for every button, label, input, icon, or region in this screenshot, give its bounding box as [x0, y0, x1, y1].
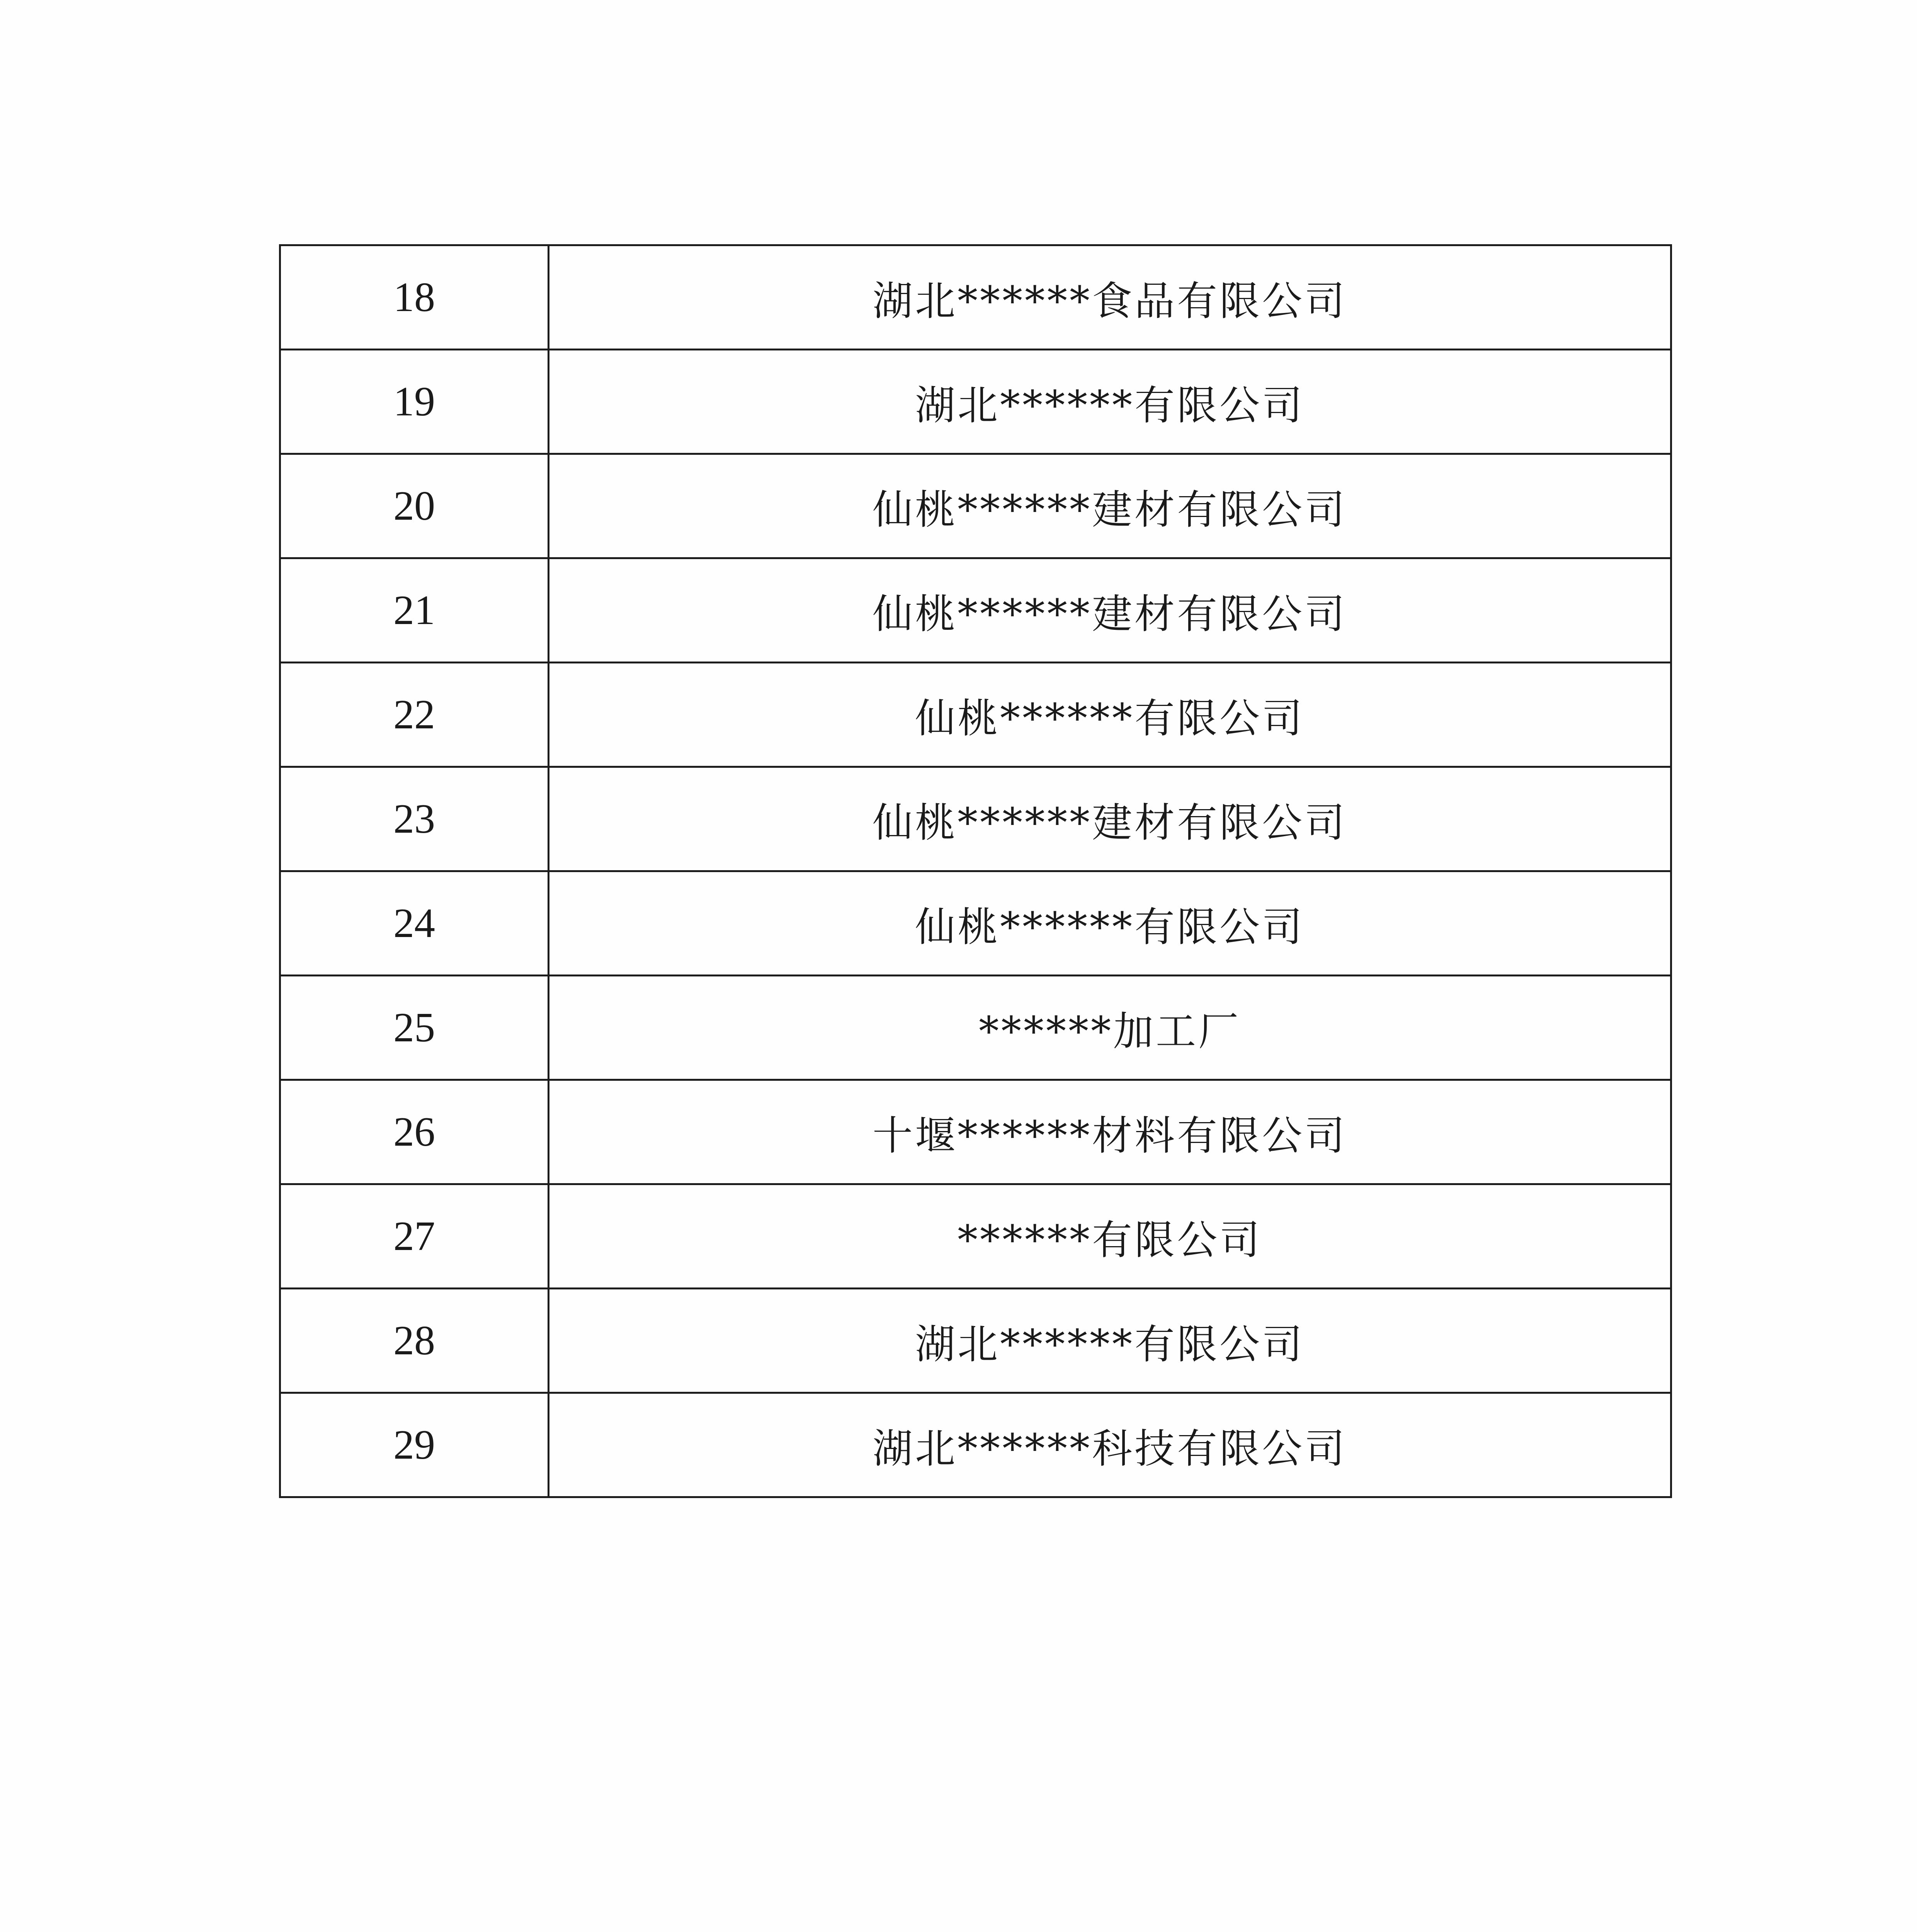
row-number: 24 — [280, 871, 549, 976]
company-name: 仙桃******有限公司 — [549, 663, 1671, 767]
row-number: 27 — [280, 1184, 549, 1289]
row-number: 18 — [280, 245, 549, 350]
table-row — [280, 871, 1671, 976]
company-name: 仙桃******建材有限公司 — [549, 558, 1671, 663]
table-row — [280, 976, 1671, 1080]
row-number: 28 — [280, 1289, 549, 1393]
company-name: 湖北******有限公司 — [549, 350, 1671, 454]
table-row — [280, 454, 1671, 558]
row-number: 22 — [280, 663, 549, 767]
row-number: 21 — [280, 558, 549, 663]
row-number: 23 — [280, 767, 549, 871]
row-number: 25 — [280, 976, 549, 1080]
table-row — [280, 1393, 1671, 1497]
table-row — [280, 558, 1671, 663]
table-row — [280, 350, 1671, 454]
company-name: ******加工厂 — [549, 976, 1671, 1080]
table-row — [280, 1184, 1671, 1289]
row-number: 19 — [280, 350, 549, 454]
company-table — [279, 244, 1672, 1498]
table-row — [280, 767, 1671, 871]
company-name: 仙桃******建材有限公司 — [549, 454, 1671, 558]
company-name: 十堰******材料有限公司 — [549, 1080, 1671, 1184]
row-number: 29 — [280, 1393, 549, 1497]
table-row — [280, 1080, 1671, 1184]
company-name: ******有限公司 — [549, 1184, 1671, 1289]
company-name: 湖北******有限公司 — [549, 1289, 1671, 1393]
table-row — [280, 663, 1671, 767]
table-row — [280, 245, 1671, 350]
company-name: 湖北******食品有限公司 — [549, 245, 1671, 350]
company-name: 仙桃******有限公司 — [549, 871, 1671, 976]
company-name: 湖北******科技有限公司 — [549, 1393, 1671, 1497]
table-row — [280, 1289, 1671, 1393]
company-name: 仙桃******建材有限公司 — [549, 767, 1671, 871]
row-number: 26 — [280, 1080, 549, 1184]
row-number: 20 — [280, 454, 549, 558]
